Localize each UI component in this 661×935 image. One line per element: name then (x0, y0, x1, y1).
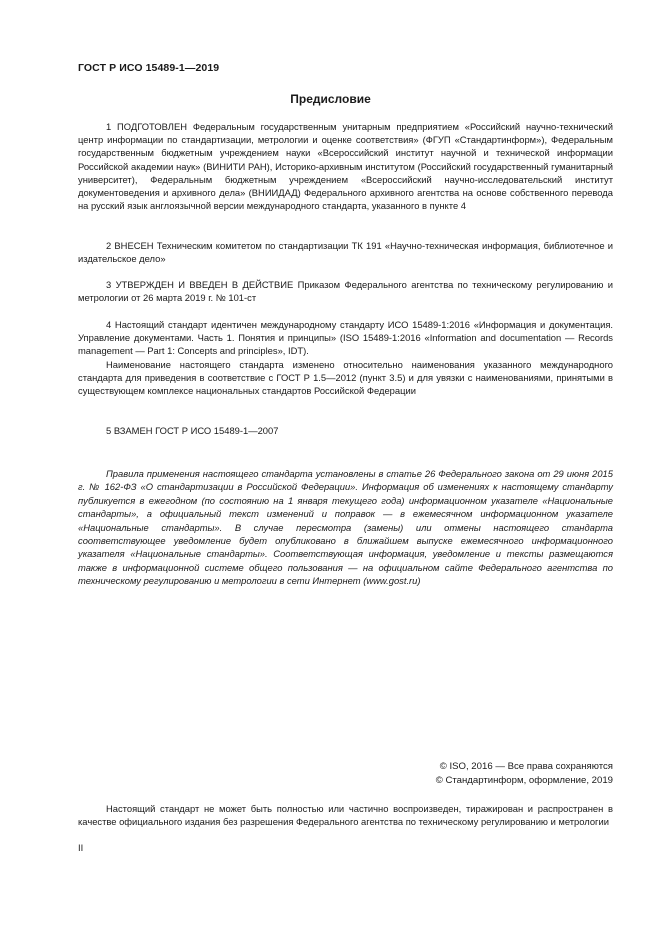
reprint-restriction (78, 802, 613, 828)
application-rules-notice (78, 467, 613, 588)
preface-paragraph: 5 ВЗАМЕН ГОСТ Р ИСО 15489-1—2007 (106, 425, 279, 436)
copyright-block (436, 760, 613, 788)
preface-item-1 (78, 120, 613, 212)
preface-paragraph: Наименование настоящего стандарта изменено относительно наименования указанного международного стандарта для приведения в соответствие с ГОСТ Р 1.5—2012 (пункт 3.5) и для увязки с наименованиями, принятыми в существующем комплексе национальных стандартов Российской Федерации (78, 358, 613, 397)
document-code: ГОСТ Р ИСО 15489-1—2019 (78, 62, 220, 74)
notice-paragraph: Правила применения настоящего стандарта установлены в статье 26 Федерального закона от 29 июня 2015 г. № 162-ФЗ «О стандартизации в Российской Федерации». Информация об изменениях к настоящему стандарту публикуется в ежегодном (по состоянию на 1 января текущего года) информационном указателе «Национальные стандарты», а официальный текст изменений и поправок — в ежемесячном информационном указателе «Национальные стандарты». В случае пересмотра (замены) или отмены настоящего стандарта соответствующее уведомление будет опубликовано в ближайшем выпуске ежемесячного информационного указателя «Национальные стандарты». Соответствующая информация, уведомление и тексты размещаются также в информационной системе общего пользования — на официальном сайте Федерального агентства по техническому регулированию и метрологии в сети Интернет (www.gost.ru) (78, 468, 613, 587)
preface-item-2 (78, 239, 613, 265)
section-title: Предисловие (290, 92, 371, 106)
preface-item-4 (78, 318, 613, 397)
copyright-standartinform: © Стандартинформ, оформление, 2019 (435, 775, 613, 786)
preface-paragraph: 4 Настоящий стандарт идентичен международному стандарту ИСО 15489-1:2016 «Информация и документация. Управление документами. Часть 1. Понятия и принципы» (ISO 15489-1:2016 «Information and documentation — Records management — Part 1: Concepts and principles», IDT). (78, 319, 613, 357)
preface-item-3 (78, 278, 613, 304)
preface-item-5 (78, 424, 613, 437)
preface-paragraph: 1 ПОДГОТОВЛЕН Федеральным государственным унитарным предприятием «Российский научно-технический центр информации по стандартизации, метрологии и оценке соответствия» (ФГУП «Стандартинформ»), Федеральным государственным бюджетным учреждением науки «Всероссийский институт научной и технической информации Российской академии наук» (ВИНИТИ РАН), Историко-архивным институтом (Российский государственный гуманитарный университет), Федеральным бюджетным учреждением «Всероссийский научно-исследовательский институт документоведения и архивного дела» (ВНИИДАД) Федерального архивного агентства на основе собственного перевода на русский язык англоязычной версии международного стандарта, указанного в пункте 4 (78, 121, 613, 212)
preface-paragraph: 3 УТВЕРЖДЕН И ВВЕДЕН В ДЕЙСТВИЕ Приказом Федерального агентства по техническому регулированию и метрологии от 26 марта 2019 г. № 101-ст (78, 279, 613, 304)
copyright-iso: © ISO, 2016 — Все права сохраняются (439, 761, 613, 772)
page-number: II (78, 842, 84, 853)
preface-paragraph: 2 ВНЕСЕН Техническим комитетом по стандартизации ТК 191 «Научно-техническая информация, библиотечное и издательское дело» (78, 240, 613, 265)
reprint-paragraph: Настоящий стандарт не может быть полностью или частично воспроизведен, тиражирован и распространен в качестве официального издания без разрешения Федерального агентства по техническому регулированию и метрологии (78, 803, 613, 828)
